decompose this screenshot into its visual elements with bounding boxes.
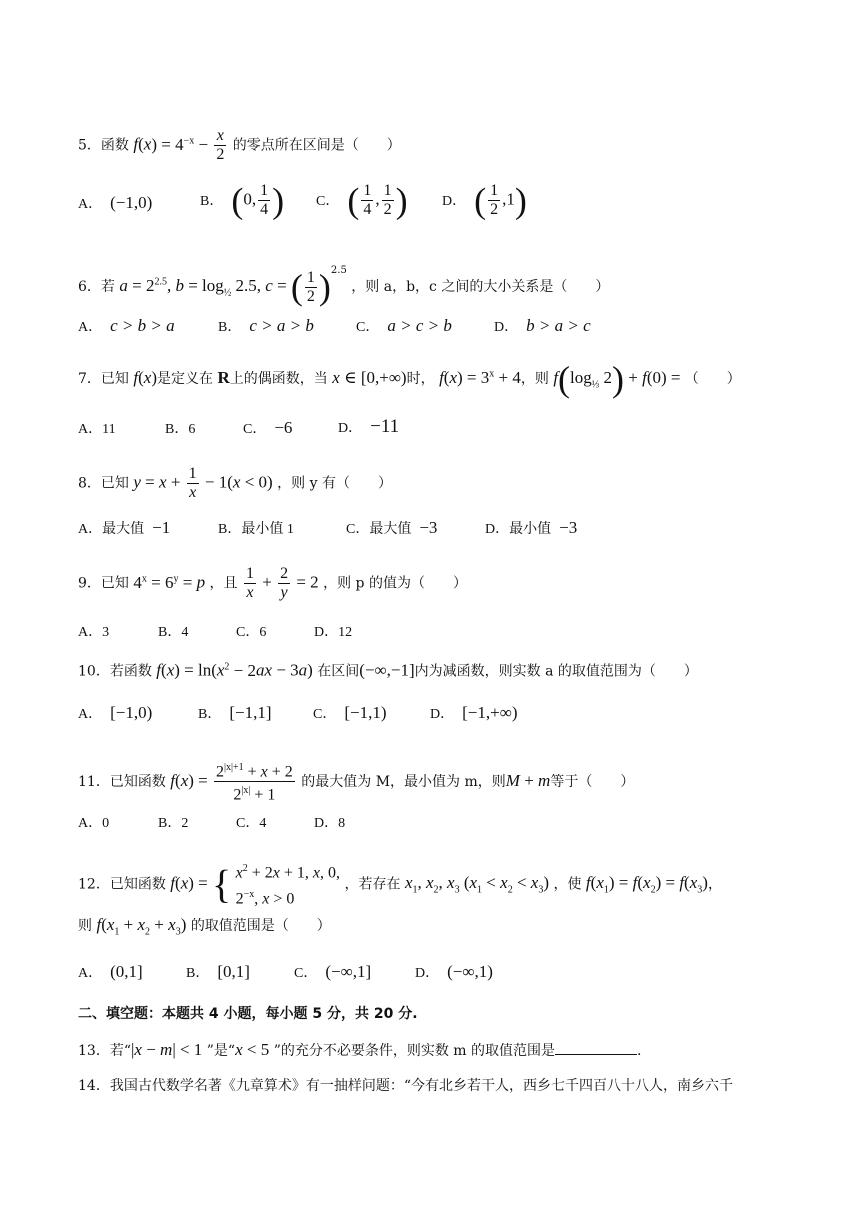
q7-option-b[interactable]: B．6 [165, 422, 196, 437]
q5-option-d[interactable]: D． ( $\frac{1}{2}$ ,1) [442, 180, 527, 221]
q7-option-d[interactable]: D． −11 [338, 416, 400, 437]
q10-option-b[interactable]: B． [−1,1] [198, 703, 272, 722]
q12-option-a[interactable]: A． (0,1] [78, 962, 143, 981]
q12-option-d[interactable]: D． (−∞,1) [415, 962, 493, 981]
q5-option-c[interactable]: C． ( $\frac{1}{4}$ , $\frac{1}{2}$ ) [316, 180, 408, 221]
q9-option-d[interactable]: D．12 [314, 625, 353, 640]
q9-option-b[interactable]: B．4 [158, 625, 189, 640]
answer-blank[interactable] [555, 1040, 637, 1055]
q9-option-c[interactable]: C．6 [236, 625, 267, 640]
question-11: 11．已知函数 f(x) = $\frac{2^{|x|+1} + x + 2}{2^{|x|} + 1}$ 的最大值为 M，最小值为 m，则M + m等于（ ） [78, 759, 634, 805]
q11-option-c[interactable]: C．4 [236, 816, 267, 831]
question-9: 9．已知 $4^x = 6^y = p$ ，且 $\frac{1}{x}$ + $\frac{2}{y}$ = 2 ，则 p 的值为（ ） [78, 565, 467, 601]
question-12: 12．已知函数 f(x) = { $x^2 + 2x + 1$, x, 0, $2^{-x}$, x > 0 ，若存在 $x_1$, $x_2$, $x_3$ $(x_1 < x_2 < x_3)$ ，使 $f(x_1) = f(x_2) = f(x_3)$， [78, 861, 722, 908]
q7-option-c[interactable]: C． −6 [243, 418, 293, 437]
q11-option-b[interactable]: B．2 [158, 816, 189, 831]
question-10: 10．若函数 $f(x) = \ln(x^2 - 2ax - 3a)$ 在区间(−∞,−1]内为减函数，则实数 a 的取值范围为（ ） [78, 660, 698, 680]
question-7: 7．已知 f(x)是定义在 R上的偶函数，当 x ∈ [0,+∞)时， $f(x) = 3^x + 4$，则 $f(\log_{\frac{1}{3}}$ 2) + f(0) = （ ） [78, 359, 741, 399]
q8-option-c[interactable]: C．最大值 −3 [346, 518, 438, 537]
q5-option-b[interactable]: B． (0, $\frac{1}{4}$ ) [200, 180, 285, 221]
q12-option-b[interactable]: B． [0,1] [186, 962, 250, 981]
q8-option-d[interactable]: D．最小值 −3 [485, 518, 578, 537]
q10-option-a[interactable]: A． [−1,0) [78, 703, 153, 722]
q10-option-c[interactable]: C． [−1,1) [313, 703, 387, 722]
q6-option-b[interactable]: B． c > a > b [218, 316, 314, 335]
section-heading: 二、填空题：本题共 4 小题，每小题 5 分，共 20 分. [78, 1006, 418, 1022]
q10-option-d[interactable]: D． [−1,+∞) [430, 703, 518, 722]
q11-option-a[interactable]: A．0 [78, 816, 110, 831]
question-8: 8．已知 y = x + $\frac{1}{x}$ − 1(x < 0) ，则 y 有（ ） [78, 465, 392, 501]
fraction: $\frac{x}{2}$ [216, 127, 225, 163]
question-6: 6．若 $a = 2^{2.5}$, $b = \log_{\frac{1}{2}} 2.5$, c = ( $\frac{1}{2}$ )$^{2.5}$ ，则 a，b，c 之间的大小关系是（ ） [78, 265, 610, 307]
question-5: 5．函数 $f(x) = 4^{-x}$ − $\frac{x}{2}$ 的零点所在区间是（ ） [78, 127, 401, 163]
question-13: 13．若“|x − m| < 1 ”是“x < 5 ”的充分不必要条件，则实数 m 的取值范围是 . [78, 1040, 642, 1059]
q12-option-c[interactable]: C． (−∞,1] [294, 962, 372, 981]
question-14: 14．我国古代数学名著《九章算术》有一抽样问题：“今有北乡若干人，西乡七千四百八十八人，南乡六千 [78, 1078, 733, 1094]
q6-option-a[interactable]: A． c > b > a [78, 316, 175, 335]
q6-option-c[interactable]: C． a > c > b [356, 316, 452, 335]
q9-option-a[interactable]: A．3 [78, 625, 110, 640]
question-12-line-2: 则 $f(x_1 + x_2 + x_3)$ 的取值范围是（ ） [78, 915, 331, 938]
q6-option-d[interactable]: D． b > a > c [494, 316, 591, 335]
q8-option-a[interactable]: A．最大值 −1 [78, 518, 171, 537]
q8-option-b[interactable]: B．最小值 1 [218, 522, 294, 537]
q5-option-a[interactable]: A． (−1,0) [78, 193, 153, 212]
q11-option-d[interactable]: D．8 [314, 816, 346, 831]
q7-option-a[interactable]: A．11 [78, 422, 116, 437]
